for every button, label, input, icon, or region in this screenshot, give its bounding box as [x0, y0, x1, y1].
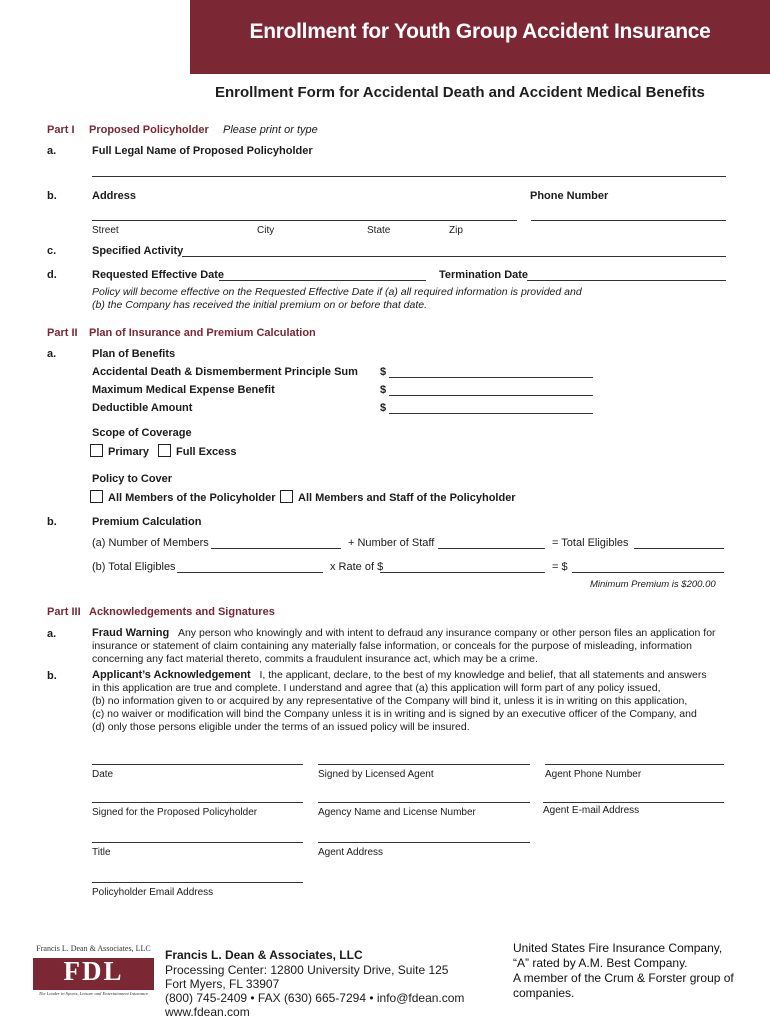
part3-label: Part III: [47, 606, 81, 618]
footer-address-line2: Fort Myers, FL 33907: [165, 977, 280, 991]
add-dollar-sign: $: [380, 366, 387, 378]
ack-line2: in this application are true and complete. I understand and agree that (a) this application will form part of any policy issued,: [92, 682, 661, 694]
deductible-field[interactable]: [389, 413, 593, 414]
part2-label: Part II: [47, 327, 78, 339]
effective-date-label: Requested Effective Date: [92, 269, 225, 281]
number-of-staff-field[interactable]: [438, 548, 545, 549]
agency-name-label: Agency Name and License Number: [318, 807, 476, 818]
legal-name-label: Full Legal Name of Proposed Policyholder: [92, 145, 313, 157]
full-excess-checkbox[interactable]: [158, 444, 171, 457]
fraud-warning-line1: [92, 627, 716, 640]
medical-benefit-label: Maximum Medical Expense Benefit: [92, 384, 275, 396]
signed-policyholder-label: Signed for the Proposed Policyholder: [92, 807, 258, 818]
termination-date-label: Termination Date: [439, 269, 529, 281]
fraud-warning-title: Fraud Warning: [92, 627, 170, 639]
header-banner: [190, 0, 770, 74]
premium-total-label: = $: [552, 561, 568, 573]
insurer-line1: United States Fire Insurance Company,: [513, 941, 723, 955]
part1-b-letter: b.: [47, 190, 57, 202]
policy-note-line2: (b) the Company has received the initial premium on or before that date.: [92, 299, 428, 311]
ack-line4: (c) no waiver or modification will bind the Company unless it is in writing and is signed by an executive officer of the Company, and: [92, 708, 697, 720]
ack-text1: I, the applicant, declare, to the best of my knowledge and belief, that all statements and answers: [259, 669, 707, 681]
address-label: Address: [92, 190, 137, 202]
agent-address-label: Agent Address: [318, 847, 384, 858]
fraud-warning-text1: Any person who knowingly and with intent to defraud any insurance company or other person files an application for: [177, 627, 716, 639]
phone-field[interactable]: [531, 220, 726, 221]
part1-a-letter: a.: [47, 145, 57, 157]
insurer-line2: “A” rated by A.M. Best Company.: [513, 956, 688, 970]
part1-d-letter: d.: [47, 269, 57, 281]
agent-email-field[interactable]: [543, 802, 724, 803]
premium-calc-label: Premium Calculation: [92, 516, 202, 528]
primary-label: Primary: [108, 446, 149, 458]
fraud-warning-line3: concerning any fact material thereto, commits a fraudulent insurance act, which may be a crime.: [92, 653, 538, 665]
city-label: City: [257, 225, 275, 236]
policyholder-email-field[interactable]: [92, 882, 303, 883]
insurer-line3: A member of the Crum & Forster group of: [513, 971, 734, 985]
number-of-members-field[interactable]: [211, 548, 341, 549]
legal-name-field[interactable]: [92, 176, 726, 177]
all-members-checkbox[interactable]: [90, 490, 103, 503]
part3-a-letter: a.: [47, 628, 57, 640]
all-members-staff-label: All Members and Staff of the Policyholder: [298, 492, 516, 504]
signed-agent-field[interactable]: [318, 764, 530, 765]
ack-line3: (b) no information given to or acquired by any representative of the Company will bind it, unless it is in writing on this application,: [92, 695, 688, 707]
total-eligibles-label: = Total Eligibles: [552, 537, 629, 549]
primary-checkbox[interactable]: [90, 444, 103, 457]
agent-address-field[interactable]: [318, 842, 530, 843]
street-label: Street: [92, 225, 119, 236]
effective-date-field[interactable]: [219, 280, 426, 281]
ack-line1: [92, 669, 707, 682]
specified-activity-label: Specified Activity: [92, 245, 184, 257]
policy-note-line1: Policy will become effective on the Requested Effective Date if (a) all required information is provided and: [92, 286, 582, 298]
deductible-dollar-sign: $: [380, 402, 387, 414]
specified-activity-field[interactable]: [182, 256, 726, 257]
add-principal-field[interactable]: [389, 377, 593, 378]
policy-to-cover-label: Policy to Cover: [92, 473, 173, 485]
primary-option[interactable]: [90, 444, 149, 458]
part2-title: Plan of Insurance and Premium Calculation: [89, 327, 316, 339]
logo-fdl-text: FDL: [63, 956, 124, 986]
total-eligibles-b-label: (b) Total Eligibles: [92, 561, 176, 573]
title-field[interactable]: [92, 842, 303, 843]
plan-of-benefits-label: Plan of Benefits: [92, 348, 176, 360]
full-excess-option[interactable]: [158, 444, 237, 458]
ack-title: Applicant’s Acknowledgement: [92, 669, 251, 681]
ack-line5: (d) only those persons eligible under the terms of an issued policy will be insured.: [92, 721, 470, 733]
form-subtitle: Enrollment Form for Accidental Death and Accident Medical Benefits: [215, 84, 705, 101]
minimum-premium-note: Minimum Premium is $200.00: [590, 579, 716, 590]
premium-total-field[interactable]: [572, 572, 724, 573]
date-label: Date: [92, 769, 114, 780]
part2-b-letter: b.: [47, 516, 57, 528]
signed-policyholder-field[interactable]: [92, 802, 303, 803]
agency-name-field[interactable]: [318, 802, 530, 803]
part1-note: Please print or type: [223, 124, 318, 136]
full-excess-label: Full Excess: [176, 446, 237, 458]
add-principal-label: Accidental Death & Dismemberment Principle Sum: [92, 366, 358, 378]
policyholder-email-label: Policyholder Email Address: [92, 887, 214, 898]
agent-phone-label: Agent Phone Number: [545, 769, 642, 780]
part1-label: Part I: [47, 124, 75, 136]
part2-a-letter: a.: [47, 348, 57, 360]
termination-date-field[interactable]: [527, 280, 726, 281]
number-of-members-label: (a) Number of Members: [92, 537, 209, 549]
logo-company-name: Francis L. Dean & Associates, LLC: [36, 944, 151, 953]
fraud-warning-line2: insurance or statement of claim containing any materially false information, or conceals for the purpose of misleading, information: [92, 640, 692, 652]
medical-dollar-sign: $: [380, 384, 387, 396]
scope-label: Scope of Coverage: [92, 427, 192, 439]
all-members-label: All Members of the Policyholder: [108, 492, 276, 504]
footer-contact: (800) 745-2409 • FAX (630) 665-7294 • info@fdean.com: [165, 991, 465, 1005]
all-members-option[interactable]: [90, 490, 275, 504]
all-members-staff-checkbox[interactable]: [280, 490, 293, 503]
deductible-label: Deductible Amount: [92, 402, 193, 414]
part1-c-letter: c.: [47, 245, 57, 257]
logo-tagline: The Leader in Sports, Leisure and Entertainment Insurance: [38, 991, 149, 996]
total-eligibles-b-field[interactable]: [177, 572, 323, 573]
medical-benefit-field[interactable]: [389, 395, 593, 396]
part3-title: Acknowledgements and Signatures: [89, 606, 275, 618]
zip-label: Zip: [449, 225, 463, 236]
rate-field[interactable]: [380, 572, 545, 573]
part3-b-letter: b.: [47, 670, 57, 682]
address-field[interactable]: [92, 220, 517, 221]
insurer-line4: companies.: [513, 986, 575, 1000]
all-members-staff-option[interactable]: [280, 490, 516, 504]
footer-website[interactable]: www.fdean.com: [165, 1005, 250, 1019]
agent-phone-field[interactable]: [545, 764, 724, 765]
agent-email-label: Agent E-mail Address: [543, 805, 640, 816]
part1-title: Proposed Policyholder: [89, 124, 209, 136]
date-field[interactable]: [92, 764, 303, 765]
form-title: Enrollment for Youth Group Accident Insurance: [249, 20, 711, 43]
title-label: Title: [92, 847, 111, 858]
rate-label: x Rate of $: [330, 561, 384, 573]
state-label: State: [367, 225, 391, 236]
footer-company: Francis L. Dean & Associates, LLC: [165, 948, 363, 962]
footer-address-line1: Processing Center: 12800 University Drive, Suite 125: [165, 963, 449, 977]
phone-label: Phone Number: [530, 190, 609, 202]
total-eligibles-field[interactable]: [634, 548, 724, 549]
signed-agent-label: Signed by Licensed Agent: [318, 769, 434, 780]
number-of-staff-label: + Number of Staff: [348, 537, 435, 549]
